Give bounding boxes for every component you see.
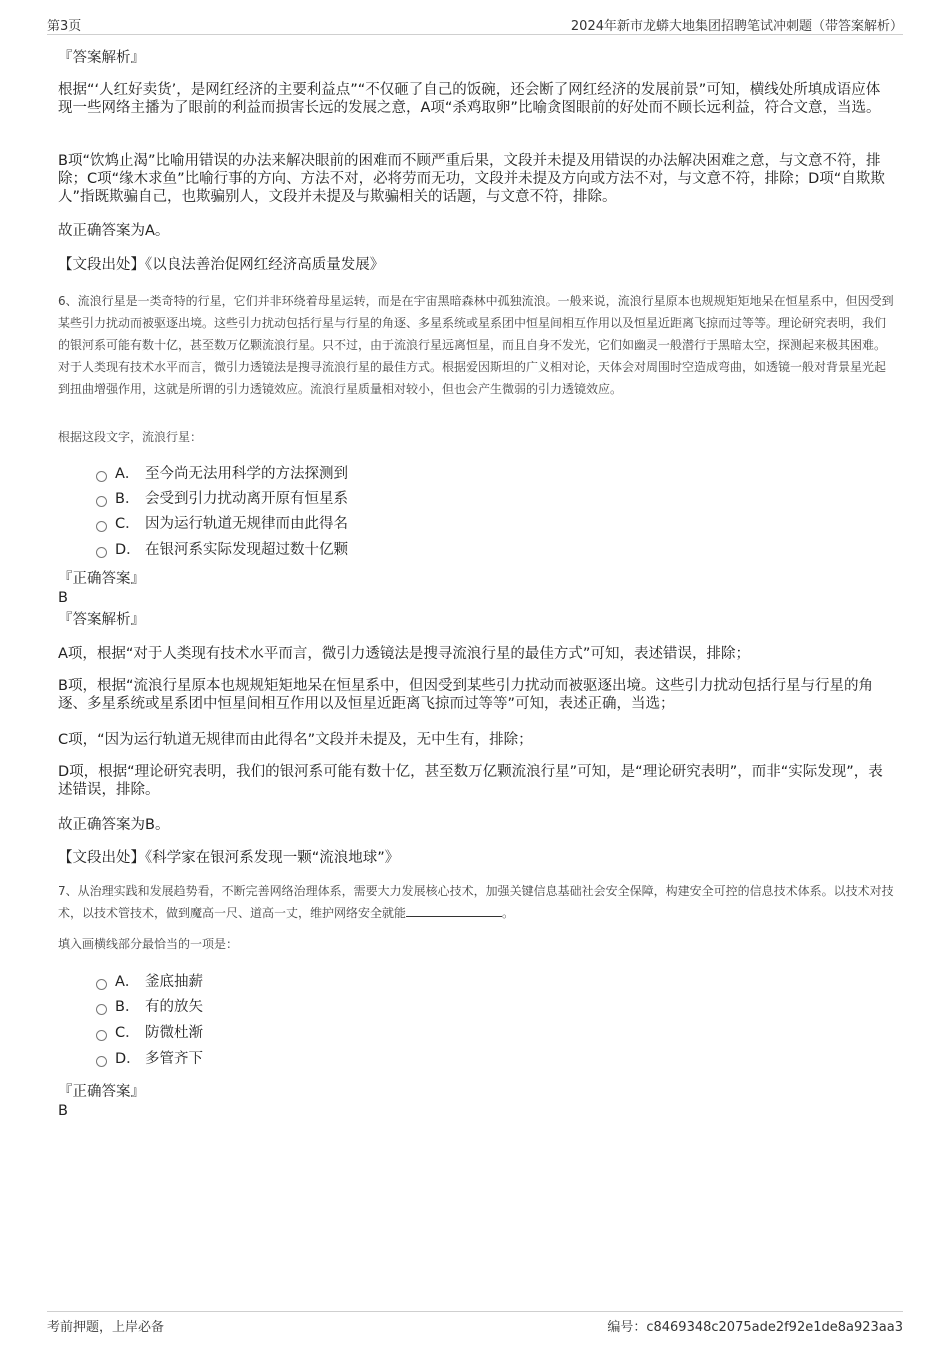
radio-icon[interactable] (96, 1056, 107, 1067)
q7-option-c[interactable]: C． 防微杜渐 (96, 1023, 203, 1043)
q6-answer-label: 『正确答案』 (58, 571, 145, 587)
q6-source: 【文段出处】《科学家在银河系发现一颗“流浪地球”》 (58, 850, 400, 866)
q6-prompt: 根据这段文字，流浪行星： (58, 430, 203, 444)
document-title: 2024年新市龙蟒大地集团招聘笔试冲刺题（带答案解析） (570, 19, 903, 34)
q7-answer: B (58, 1103, 68, 1119)
radio-icon[interactable] (96, 547, 107, 558)
radio-icon[interactable] (96, 471, 107, 482)
page-footer (47, 1311, 903, 1338)
q6-conclusion: 故正确答案为B。 (58, 817, 170, 833)
page-number: 第3页 (47, 19, 82, 34)
document-code: 编号：c8469348c2075ade2f92e1de8a923aa3 (607, 1320, 903, 1335)
q7-option-d[interactable]: D． 多管齐下 (96, 1049, 203, 1069)
q6-question-text: 6、流浪行星是一类奇特的行星，它们并非环绕着母星运转，而是在宇宙黑暗森林中孤独流浪。一般来说，流浪行星原本也规规矩矩地呆在恒星系中，但因受到某些引力扰动而被驱逐出境。这些引力扰动包括行星与行星的角逐、多星系统或星系团中恒星间相互作用以及恒星近距离飞掠而过等等。理论研究表明，我们的银河系可能有数十亿，甚至数万亿颗流浪行星。只不过，由于流浪行星远离恒星，而且自身不发光，它们如幽灵一般潜行于黑暗太空，探测起来极其困难。对于人类现有技术水平而言，微引力透镜法是搜寻流浪行星的最佳方式。根据爱因斯坦的广义相对论，天体会对周围时空造成弯曲，如透镜一般对背景星光起到扭曲增强作用，这就是所谓的引力透镜效应。流浪行星质量相对较小，但也会产生微弱的引力透镜效应。 (58, 294, 894, 396)
q7-question-text: 7、从治理实践和发展趋势看，不断完善网络治理体系，需要大力发展核心技术，加强关键信息基础社会安全保障，构建安全可控的信息技术体系。以技术对技术，以技术管技术，做到魔高一尺、道高一丈，维护网络安全就能 。 (58, 884, 894, 920)
radio-icon[interactable] (96, 1004, 107, 1015)
q5-source: 【文段出处】《以良法善治促网红经济高质量发展》 (58, 257, 385, 273)
q6-answer: B (58, 590, 68, 606)
q7-prompt: 填入画横线部分最恰当的一项是： (58, 937, 239, 951)
radio-icon[interactable] (96, 1030, 107, 1041)
radio-icon[interactable] (96, 521, 107, 532)
q7-option-b[interactable]: B． 有的放矢 (96, 997, 203, 1017)
q6-analysis-c: C项，“因为运行轨道无规律而由此得名”文段并未提及，无中生有，排除； (58, 732, 533, 748)
radio-icon[interactable] (96, 496, 107, 507)
q5-analysis-paragraph-2: B项“饮鸩止渴”比喻用错误的办法来解决眼前的困难而不顾严重后果，文段并未提及用错误的办法解决困难之意，与文意不符，排除；C项“缘木求鱼”比喻行事的方向、方法不对，必将劳而无功，文段并未提及方向或方法不对，与文意不符，排除；D项“自欺欺人”指既欺骗自己，也欺骗别人，文段并未提及与欺骗相关的话题，与文意不符，排除。 (58, 153, 885, 205)
q6-analysis-b: B项，根据“流浪行星原本也规规矩矩地呆在恒星系中，但因受到某些引力扰动而被驱逐出境。这些引力扰动包括行星与行星的角逐、多星系统或星系团中恒星间相互作用以及恒星近距离飞掠而过等等”可知，表述正确，当选； (58, 678, 873, 712)
q7-option-a[interactable]: A． 釜底抽薪 (96, 972, 203, 992)
q5-analysis-paragraph-1: 根据“‘人红好卖货’，是网红经济的主要利益点”“不仅砸了自己的饭碗，还会断了网红经济的发展前景”可知，横线处所填成语应体现一些网络主播为了眼前的利益而损害长远的发展之意，A项“杀鸡取卵”比喻贪图眼前的好处而不顾长远利益，符合文意，当选。 (58, 82, 881, 116)
answer-blank (406, 904, 502, 917)
q6-option-a[interactable]: A． 至今尚无法用科学的方法探测到 (96, 464, 348, 484)
q6-option-c[interactable]: C． 因为运行轨道无规律而由此得名 (96, 514, 348, 534)
q6-option-b[interactable]: B． 会受到引力扰动离开原有恒星系 (96, 489, 348, 509)
q7-answer-label: 『正确答案』 (58, 1084, 145, 1100)
radio-icon[interactable] (96, 979, 107, 990)
q5-analysis-label: 『答案解析』 (58, 50, 145, 66)
page-header (47, 12, 903, 35)
q6-analysis-a: A项，根据“对于人类现有技术水平而言，微引力透镜法是搜寻流浪行星的最佳方式”可知，表述错误，排除； (58, 646, 750, 662)
q5-conclusion: 故正确答案为A。 (58, 223, 170, 239)
q6-option-d[interactable]: D． 在银河系实际发现超过数十亿颗 (96, 540, 348, 560)
q6-analysis-label: 『答案解析』 (58, 612, 145, 628)
footer-slogan: 考前押题，上岸必备 (47, 1320, 165, 1335)
q6-analysis-d: D项，根据“理论研究表明，我们的银河系可能有数十亿，甚至数万亿颗流浪行星”可知，是“理论研究表明”，而非“实际发现”，表述错误，排除。 (58, 764, 883, 798)
